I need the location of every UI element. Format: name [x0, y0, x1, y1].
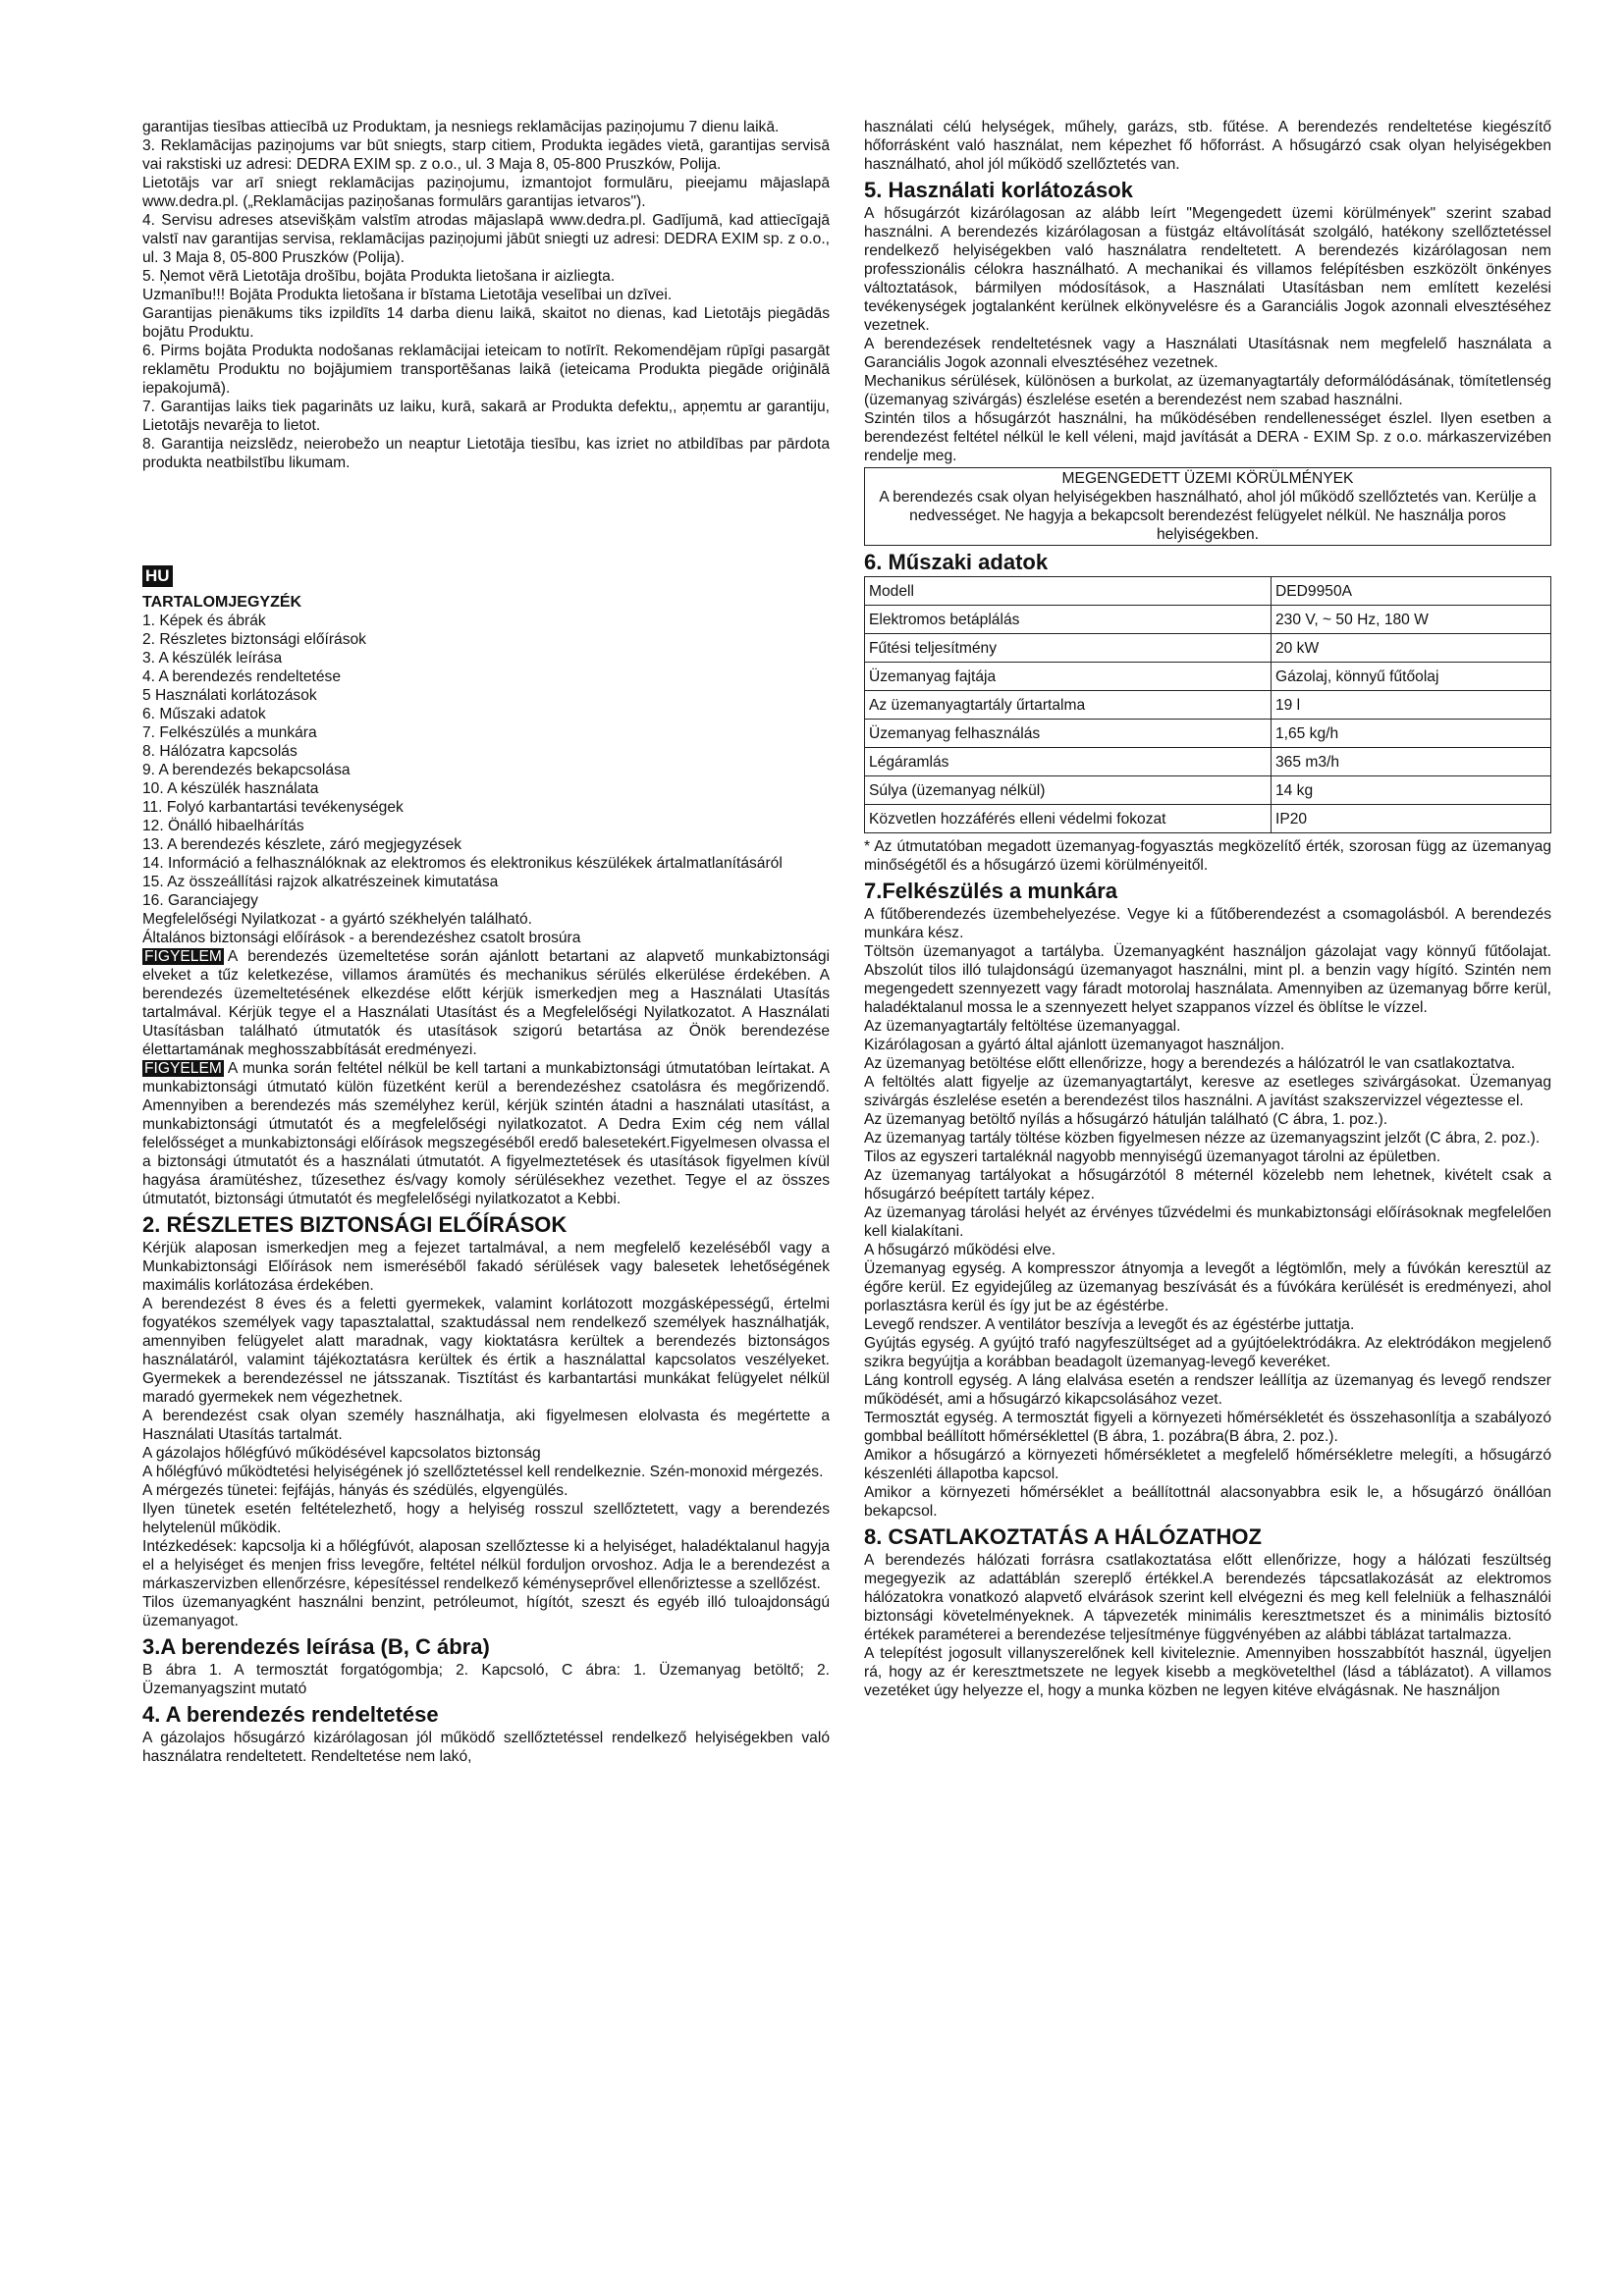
paragraph: 8. Garantija neizslēdz, neierobežo un neaptur Lietotāja tiesību, kas izriet no atbildības par pārdota produkta neatbilstību likumam. [142, 436, 830, 471]
table-row [865, 720, 1551, 748]
toc-item: 5 Használati korlátozások [142, 687, 317, 704]
spec-label: Üzemanyag felhasználás [865, 720, 1272, 748]
intro-line: Általános biztonsági előírások - a berendezéshez csatolt brosúra [142, 930, 581, 946]
paragraph: Láng kontroll egység. A láng elalvása esetén a rendszer leállítja az üzemanyag és levegő rendszer működését, ami a hősugárzó kikapcsolásához vezet. [864, 1372, 1551, 1408]
toc-item: 10. A készülék használata [142, 780, 319, 797]
table-row [865, 606, 1551, 634]
spec-value: IP20 [1272, 805, 1551, 833]
paragraph: Üzemanyag egység. A kompresszor átnyomja a levegőt a légtömlőn, mely a fúvókán keresztül az égőre kerül. Ez egyidejűleg az üzemanyag beszívását és a fúvókára kerülését is eredményezi, ahol porlasztásra kerül és így jut be az égéstérbe. [864, 1260, 1551, 1314]
spec-value: 19 l [1272, 691, 1551, 720]
paragraph: 7. Garantijas laiks tiek pagarināts uz laiku, kurā, sakarā ar Produkta defektu,, apņemtu ar garantiju, Lietotājs nevarēja to lietot. [142, 399, 830, 434]
lang-badge: HU [142, 565, 173, 587]
paragraph: A telepítést jogosult villanyszerelőnek kell kiviteleznie. Amennyiben hosszabbítót használ, ügyeljen rá, hogy az ér keresztmetszete ne legyek kisebb a megkövetelthel (lásd a táblázatot). A villamos vezetéket úgy helyezze el, hogy a munka közben ne legyen kitéve elvágásnak. Ne használjon [864, 1645, 1551, 1699]
section-8-heading: 8. CSATLAKOZTATÁS A HÁLÓZATHOZ [864, 1524, 1262, 1549]
toc-item: 1. Képek és ábrák [142, 613, 266, 629]
spec-label: Az üzemanyagtartály űrtartalma [865, 691, 1272, 720]
spec-value: 1,65 kg/h [1272, 720, 1551, 748]
warning-text: A munka során feltétel nélkül be kell tartani a munkabiztonsági útmutatóban leírtakat. A munkabiztonsági útmutató külön füzetként kerül a berendezéshez csatolásra és megőrizendő. Amennyiben a berendezés más személyhez kerül, kérjük szintén átadni a használati utasítást, a munkabiztonsági útmutatót és a megfelelőségi nyilatkozatot. A Dedra Exim cég nem vállal felelősséget a munkabiztonsági előírások megszegéséből eredő balesetekért.Figyelmesen olvassa el a biztonsági útmutatót és a használati útmutatót. A figyelmeztetések és utasítások figyelmen kívül hagyása áramütéshez, tűzesethez és/vagy komoly sérülésekhez vezethet. Tegye el az összes útmutatót, biztonsági útmutatót és megfelelőségi nyilatkozatot a Kebbi. [142, 1060, 830, 1207]
notice-title: MEGENGEDETT ÜZEMI KÖRÜLMÉNYEK [1061, 470, 1354, 487]
toc-item: 11. Folyó karbantartási tevékenységek [142, 799, 404, 816]
paragraph: A berendezést csak olyan személy használhatja, aki figyelmesen elolvasta és megértette a Használati Utasítás tartalmát. [142, 1408, 830, 1443]
spec-label: Közvetlen hozzáférés elleni védelmi fokozat [865, 805, 1272, 833]
spec-value: 14 kg [1272, 776, 1551, 805]
paragraph: A fűtőberendezés üzembehelyezése. Vegye ki a fűtőberendezést a csomagolásból. A berendezés munkára kész. [864, 906, 1551, 941]
table-row [865, 691, 1551, 720]
paragraph: A mérgezés tünetei: fejfájás, hányás és szédülés, elgyengülés. [142, 1482, 568, 1499]
table-row [865, 634, 1551, 663]
operating-conditions-box [864, 467, 1551, 546]
paragraph: 6. Pirms bojāta Produkta nodošanas reklamācijai ieteicam to notīrīt. Rekomendējam rūpīgi pasargāt reklamētu Produktu no bojājumiem transportēšanas laikā (ieteicama Produkta piegāde oriģinālā iepakojumā). [142, 343, 830, 397]
paragraph: Ilyen tünetek esetén feltételezhető, hogy a helyiség rosszul szellőztetett, vagy a berendezés helytelenül működik. [142, 1501, 830, 1536]
spec-label: Légáramlás [865, 748, 1272, 776]
paragraph: Kizárólagosan a gyártó által ajánlott üzemanyagot használjon. [864, 1037, 1285, 1053]
paragraph: A berendezést 8 éves és a feletti gyermekek, valamint korlátozott mozgásképességű, értelmi fogyatékos személyek vagy tapasztalattal, szaktudással nem rendelkező személyek használhatják, amennyiben felügyelet alatt maradnak, vagy kioktatásra kerültek a berendezés biztonságos használatáról, valamint tájékoztatásra kerültek és értik a használattal kapcsolatos veszélyeket. Gyermekek a berendezéssel ne játsszanak. Tisztítást és karbantartási munkákat felügyelet nélkül maradó gyermekek nem végezhetnek. [142, 1296, 830, 1406]
paragraph: Az üzemanyagtartály feltöltése üzemanyaggal. [864, 1018, 1181, 1035]
latvian-warranty-text [142, 118, 830, 472]
warning-tag: FIGYELEM [144, 1060, 222, 1077]
toc-item: 6. Műszaki adatok [142, 706, 266, 722]
paragraph: A hősugárzó működési elve. [864, 1242, 1056, 1258]
warning-tag: FIGYELEM [144, 948, 222, 965]
paragraph: A berendezések rendeltetésnek vagy a Használati Utasításnak nem megfelelő használata a Garanciális Jogok azonnali elvesztéséhez vezetnek. [864, 336, 1551, 371]
paragraph: 3. Reklamācijas paziņojums var būt sniegts, starp citiem, Produkta iegādes vietā, garantijas servisā vai rakstiski uz adresi: DEDRA EXIM sp. z o.o., ul. 3 Maja 8, 05-800 Pruszków, Polija. [142, 137, 830, 173]
toc-item: 9. A berendezés bekapcsolása [142, 762, 351, 778]
section-2-heading: 2. RÉSZLETES BIZTONSÁGI ELŐÍRÁSOK [142, 1212, 568, 1237]
left-column [142, 118, 830, 1766]
paragraph: A hősugárzót kizárólagosan az alább leírt "Megengedett üzemi körülmények" szerint szabad használni. A berendezés kizárólagosan a füstgáz eltávolítását szolgáló, hatékony szellőztetéssel rendelkező helyiségekben való használatra rendeltetett. A berendezés kizárólagosan nem professzionális célokra használható. A mechanikai és villamos felépítésben eszközölt önkényes változtatások, bármilyen módosítások, a Használati Utasításban nem említett kezelési tevékenységek jogtalanként kerülnek elkönyvelésre és a Garanciális Jogok azonnali elvesztéséhez vezetnek. [864, 205, 1551, 334]
paragraph: Amikor a környezeti hőmérséklet a beállítottnál alacsonyabbra esik le, a hősugárzó önállóan bekapcsol. [864, 1484, 1551, 1520]
toc-item: 8. Hálózatra kapcsolás [142, 743, 298, 760]
toc-item: 14. Információ a felhasználóknak az elektromos és elektronikus készülékek ártalmatlanításáról [142, 855, 783, 872]
spec-footnote: * Az útmutatóban megadott üzemanyag-fogyasztás megközelítő érték, szorosan függ az üzemanyag minőségétől és a hősugárzó üzemi körülményeitől. [864, 838, 1551, 874]
paragraph: Töltsön üzemanyagot a tartályba. Üzemanyagként használjon gázolajat vagy könnyű fűtőolajat. Abszolút tilos illó tulajdonságú üzemanyagot használni, mint pl. a benzin vagy hígító. Szintén nem megengedett szennyezett vagy fáradt motorolaj használata. Amennyiben az üzemanyag bőrre kerül, haladéktalanul mossa le a szennyezett helyet szappanos vízzel és öblítse le vízzel. [864, 943, 1551, 1016]
spec-value: 20 kW [1272, 634, 1551, 663]
paragraph: Gyújtás egység. A gyújtó trafó nagyfeszültséget ad a gyújtóelektródákra. Az elektródákon megjelenő szikra begyújtja a korábban beadagolt üzemanyag-levegő keveréket. [864, 1335, 1551, 1370]
section-5-heading: 5. Használati korlátozások [864, 178, 1133, 202]
paragraph: Az üzemanyag betöltő nyílás a hősugárzó hátulján található (C ábra, 1. poz.). [864, 1111, 1388, 1128]
table-row [865, 577, 1551, 606]
table-row [865, 776, 1551, 805]
paragraph: Kérjük alaposan ismerkedjen meg a fejezet tartalmával, a nem megfelelő kezeléséből vagy a Munkabiztonsági Előírások nem ismeréséből fakadó sérülések vagy balesetek lehetőségének maximális korlátozása érdekében. [142, 1240, 830, 1294]
warning-text: A berendezés üzemeltetése során ajánlott betartani az alapvető munkabiztonsági elveket a tűz keletkezése, villamos áramütés és mechanikus sérülés elkerülése érdekében. A berendezés üzemeltetésének elkezdése előtt kérjük ismerkedjen meg a Használati Utasítás tartalmával. Kérjük tegye el a Használati Utasítást és a Megfelelőségi Nyilatkozatot. A Használati Utasításban található útmutatók és utasítások szigorú betartása az Önök berendezése élettartamának meghosszabbítását eredményezi. [142, 948, 830, 1058]
toc-item: 13. A berendezés készlete, záró megjegyzések [142, 836, 462, 853]
paragraph: használati célú helységek, műhely, garázs, stb. fűtése. A berendezés rendeltetése kiegészítő hőforrásként való használat, nem képezhet fő hőforrást. A hősugárzó csak olyan helyiségekben használható, ahol jól működő szellőztetés van. [864, 119, 1551, 173]
spec-label: Súlya (üzemanyag nélkül) [865, 776, 1272, 805]
paragraph: Intézkedések: kapcsolja ki a hőlégfúvót, alaposan szellőztesse ki a helyiséget, haladéktalanul hagyja el a helyiséget és menjen friss levegőre, feltétel nélkül forduljon orvoshoz. Adja le a berendezést a márkaszervizben ellenőrzésre, képesítéssel rendelkező kéményseprővel ellenőriztesse a szellőzést. [142, 1538, 830, 1592]
toc-item: 3. A készülék leírása [142, 650, 283, 667]
toc-item: 7. Felkészülés a munkára [142, 724, 317, 741]
notice-text: A berendezés csak olyan helyiségekben használható, ahol jól működő szellőztetés van. Kerülje a nedvességet. Ne hagyja a bekapcsolt berendezést felügyelet nélkül. Ne használja poros helyiségekben. [879, 489, 1537, 543]
warning-paragraph [142, 947, 830, 1059]
paragraph: Uzmanību!!! Bojāta Produkta lietošana ir bīstama Lietotāja veselībai un dzīvei. [142, 287, 673, 303]
paragraph: Amikor a hősugárzó a környezeti hőmérsékletet a megfelelő hőmérsékletre melegíti, a hősugárzó készenléti állapotba kapcsol. [864, 1447, 1551, 1482]
section-6-heading: 6. Műszaki adatok [864, 550, 1049, 574]
paragraph: Szintén tilos a hősugárzót használni, ha működésében rendellenességet észlel. Ilyen esetben a berendezést feltétel nélkül le kell véleni, majd javítását a DERA - EXIM Sp. z o.o. márkaszervizében rendelje meg. [864, 410, 1551, 464]
table-of-contents [142, 612, 830, 910]
spec-value: Gázolaj, könnyű fűtőolaj [1272, 663, 1551, 691]
paragraph: A hőlégfúvó működtetési helyiségének jó szellőztetéssel kell rendelkeznie. Szén-monoxid mérgezés. [142, 1464, 824, 1480]
spec-label: Modell [865, 577, 1272, 606]
paragraph: A berendezés hálózati forrásra csatlakoztatása előtt ellenőrizze, hogy a hálózati feszültség megegyezik az adattáblán szereplő értékkel.A berendezés tápcsatlakozását az elektromos hálózatokra vonatkozó alapvető elvárások szerint kell elvégezni és meg kell felelniük a felhasználói biztonsági követelményeknek. A tápvezeték minimális keresztmetszet és a minimális biztosító értékek paraméterei a berendezése teljesítménye függvényében az alábbi táblázat tartalmazza. [864, 1552, 1551, 1643]
paragraph: Mechanikus sérülések, különösen a burkolat, az üzemanyagtartály deformálódásának, tömítetlenség (üzemanyag szivárgás) észlelése esetén a berendezést nem szabad használni. [864, 373, 1551, 408]
paragraph: 5. Ņemot vērā Lietotāja drošību, bojāta Produkta lietošana ir aizliegta. [142, 268, 616, 285]
toc-title: TARTALOMJEGYZÉK [142, 594, 302, 611]
spec-label: Elektromos betáplálás [865, 606, 1272, 634]
spec-value: DED9950A [1272, 577, 1551, 606]
table-row [865, 805, 1551, 833]
paragraph: garantijas tiesības attiecībā uz Produktam, ja nesniegs reklamācijas paziņojumu 7 dienu laikā. [142, 119, 780, 135]
spec-value: 365 m3/h [1272, 748, 1551, 776]
toc-item: 4. A berendezés rendeltetése [142, 668, 342, 685]
table-row [865, 748, 1551, 776]
warning-paragraph [142, 1059, 830, 1208]
paragraph: Termosztát egység. A termosztát figyeli a környezeti hőmérsékletét és összehasonlítja a szabályozó gombbal beállított hőmérséklettel (B ábra, 1. pozábra(B ábra, 2. poz.). [864, 1410, 1551, 1445]
paragraph: Az üzemanyag tárolási helyét az érvényes tűzvédelmi és munkabiztonsági előírásoknak megfelelően kell kialakítani. [864, 1204, 1551, 1240]
paragraph: A feltöltés alatt figyelje az üzemanyagtartályt, keresve az esetleges szivárgásokat. Üzemanyag szivárgás észlelése esetén a berendezést tilos használni. A javítást szakszervizzel végeztesse el. [864, 1074, 1551, 1109]
toc-item: 12. Önálló hibaelhárítás [142, 818, 304, 834]
paragraph: A gázolajos hőlégfúvó működésével kapcsolatos biztonság [142, 1445, 541, 1462]
right-column [864, 118, 1551, 1700]
paragraph: A gázolajos hősugárzó kizárólagosan jól működő szellőztetéssel rendelkező helyiségekben való használatra rendeltetett. Rendeltetése nem lakó, [142, 1730, 830, 1765]
toc-item: 16. Garanciajegy [142, 892, 258, 909]
paragraph: Levegő rendszer. A ventilátor beszívja a levegőt és az égéstérbe juttatja. [864, 1316, 1355, 1333]
paragraph: Lietotājs var arī sniegt reklamācijas paziņojumu, izmantojot formulāru, pieejamu mājaslapā www.dedra.pl. („Reklamācijas paziņošanas formulārs garantijas ietvaros"). [142, 175, 830, 210]
table-row [865, 663, 1551, 691]
paragraph: Tilos üzemanyagként használni benzint, petróleumot, hígítót, szeszt és egyéb illó tuloajdonságú üzemanyagot. [142, 1594, 830, 1629]
paragraph: Garantijas pienākums tiks izpildīts 14 darba dienu laikā, skaitot no dienas, kad Lietotājs piegādās bojātu Produktu. [142, 305, 830, 341]
spec-label: Fűtési teljesítmény [865, 634, 1272, 663]
paragraph: Tilos az egyszeri tartaléknál nagyobb mennyiségű üzemanyagot tárolni az épületben. [864, 1148, 1441, 1165]
specs-table [864, 576, 1551, 833]
spec-label: Üzemanyag fajtája [865, 663, 1272, 691]
section-3-heading: 3.A berendezés leírása (B, C ábra) [142, 1634, 490, 1659]
section-7-heading: 7.Felkészülés a munkára [864, 879, 1118, 903]
paragraph: B ábra 1. A termosztát forgatógombja; 2. Kapcsoló, C ábra: 1. Üzemanyag betöltő; 2. Üzemanyagszint mutató [142, 1662, 830, 1697]
paragraph: 4. Servisu adreses atsevišķām valstīm atrodas mājaslapā www.dedra.pl. Gadījumā, kad attiecīgajā valstī nav garantijas servisa, reklamācijas paziņojumi jābūt sniegti uz adresi: DEDRA EXIM sp. z o.o., ul. 3 Maja 8, 05-800 Pruszków (Polija). [142, 212, 830, 266]
toc-item: 2. Részletes biztonsági előírások [142, 631, 366, 648]
paragraph: Az üzemanyag tartályokat a hősugárzótól 8 méternél közelebb nem lehetnek, kivételt csak a hősugárzó beépített tartály képez. [864, 1167, 1551, 1202]
paragraph: Az üzemanyag betöltése előtt ellenőrizze, hogy a berendezés a hálózatról le van csatlakoztatva. [864, 1055, 1516, 1072]
spec-value: 230 V, ~ 50 Hz, 180 W [1272, 606, 1551, 634]
intro-line: Megfelelőségi Nyilatkozat - a gyártó székhelyén található. [142, 911, 532, 928]
section-4-heading: 4. A berendezés rendeltetése [142, 1702, 439, 1727]
toc-item: 15. Az összeállítási rajzok alkatrészeinek kimutatása [142, 874, 499, 890]
paragraph: Az üzemanyag tartály töltése közben figyelmesen nézze az üzemanyagszint jelzőt (C ábra, 2. poz.). [864, 1130, 1541, 1147]
